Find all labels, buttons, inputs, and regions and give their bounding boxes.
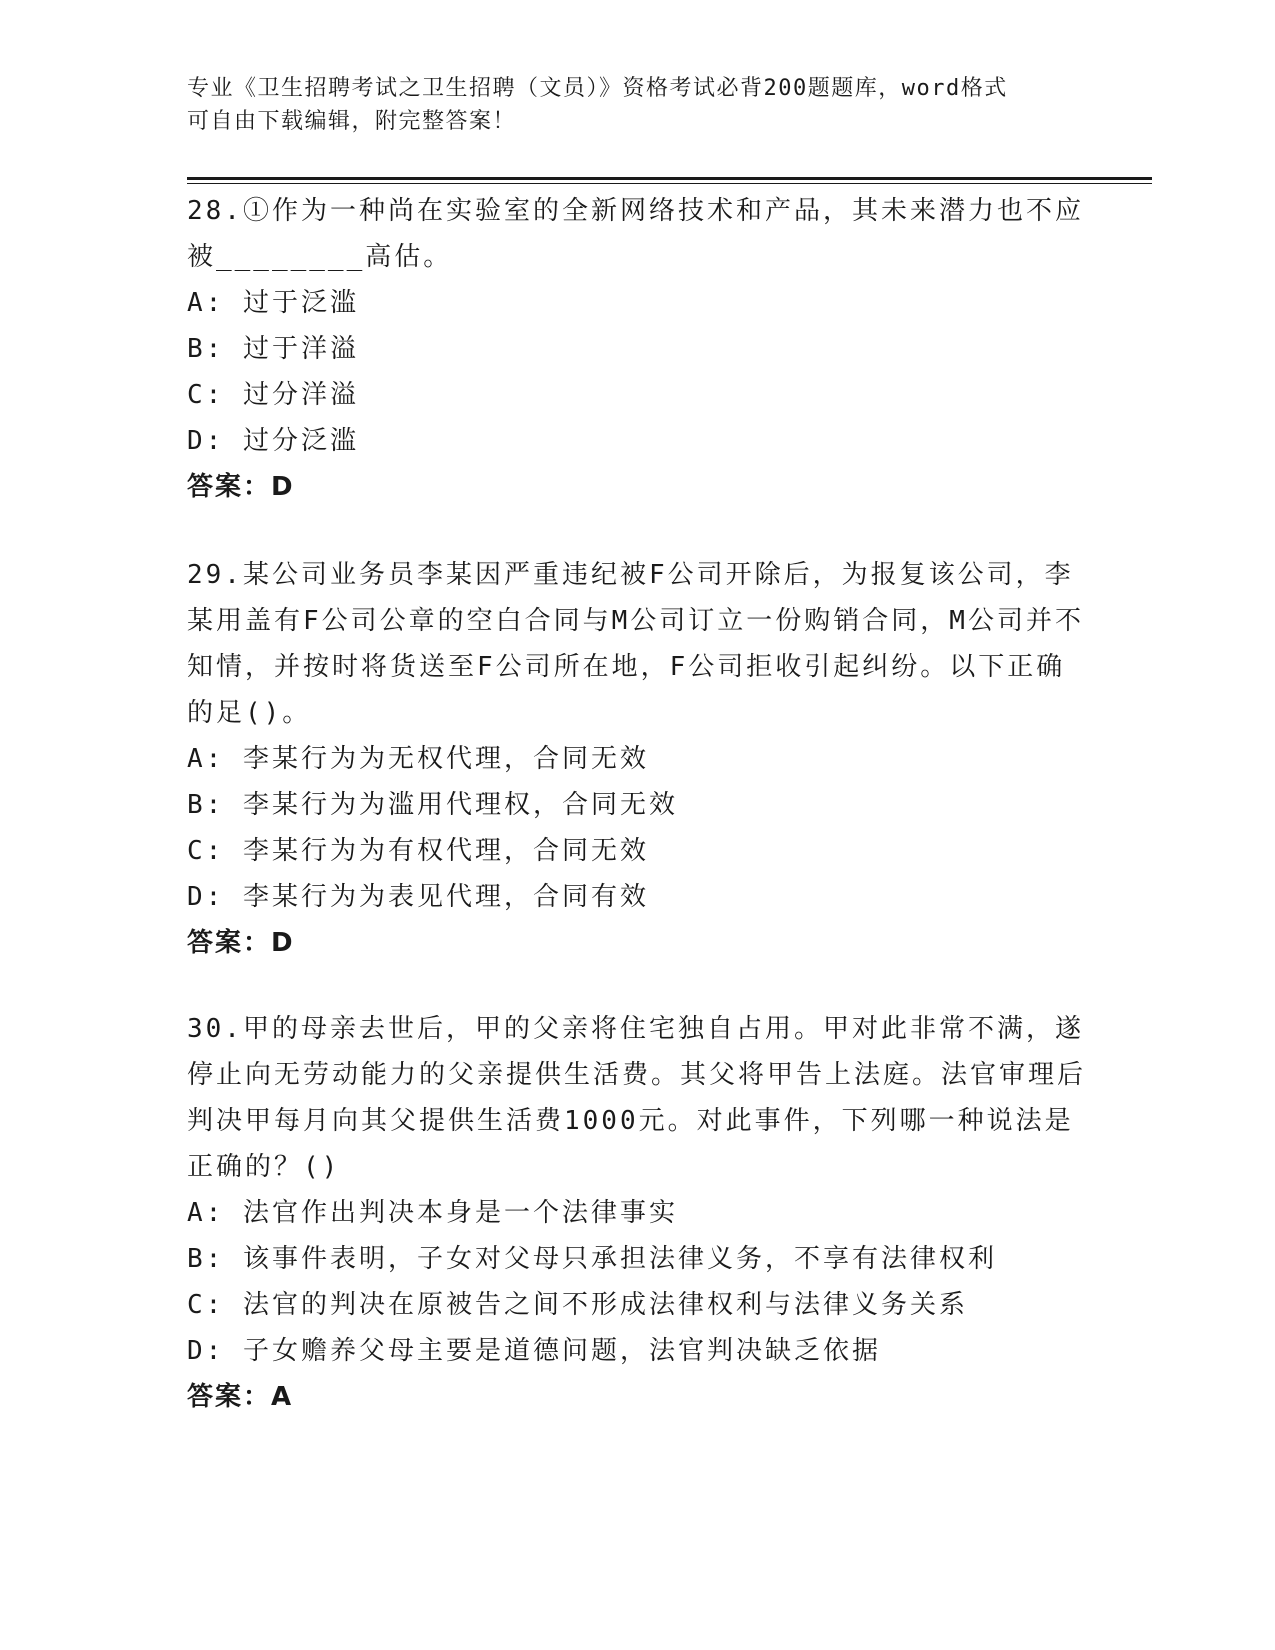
option-d: D: 子女赡养父母主要是道德问题，法官判决缺乏依据 [187, 1336, 881, 1366]
header-line-1: 专业《卫生招聘考试之卫生招聘（文员）》资格考试必背200题题库，word格式 [187, 76, 1008, 101]
option-a: A: 过于泛滥 [187, 288, 359, 318]
option-c: C: 法官的判决在原被告之间不形成法律权利与法律义务关系 [187, 1290, 968, 1320]
header-line-2: 可自由下载编辑，附完整答案！ [187, 109, 517, 134]
question-stem: 29.某公司业务员李某因严重违纪被F公司开除后，为报复该公司，李某用盖有F公司公章的空白合同与M公司订立一份购销合同，M公司并不知情，并按时将货送至F公司所在地，F公司拒收引起纠纷。以下正确的足()。 [187, 560, 1084, 728]
question-28 [187, 188, 1087, 510]
option-a: A: 李某行为为无权代理，合同无效 [187, 744, 649, 774]
document-header [187, 72, 1087, 138]
question-stem: 28.①作为一种尚在实验室的全新网络技术和产品，其未来潜力也不应被________高估。 [187, 196, 1084, 272]
answer: 答案：D [187, 928, 295, 958]
header-divider-thick [187, 177, 1152, 180]
header-divider-thin [187, 183, 1152, 184]
question-29 [187, 552, 1087, 966]
option-c: C: 过分洋溢 [187, 380, 359, 410]
option-d: D: 过分泛滥 [187, 426, 359, 456]
option-c: C: 李某行为为有权代理，合同无效 [187, 836, 649, 866]
option-d: D: 李某行为为表见代理，合同有效 [187, 882, 649, 912]
question-30 [187, 1006, 1087, 1420]
option-b: B: 过于洋溢 [187, 334, 359, 364]
answer: 答案：D [187, 472, 295, 502]
option-b: B: 该事件表明，子女对父母只承担法律义务，不享有法律权利 [187, 1244, 997, 1274]
question-stem: 30.甲的母亲去世后，甲的父亲将住宅独自占用。甲对此非常不满，遂停止向无劳动能力的父亲提供生活费。其父将甲告上法庭。法官审理后判决甲每月向其父提供生活费1000元。对此事件，下列哪一种说法是正确的？() [187, 1014, 1087, 1182]
option-b: B: 李某行为为滥用代理权，合同无效 [187, 790, 678, 820]
option-a: A: 法官作出判决本身是一个法律事实 [187, 1198, 678, 1228]
answer: 答案：A [187, 1382, 294, 1412]
